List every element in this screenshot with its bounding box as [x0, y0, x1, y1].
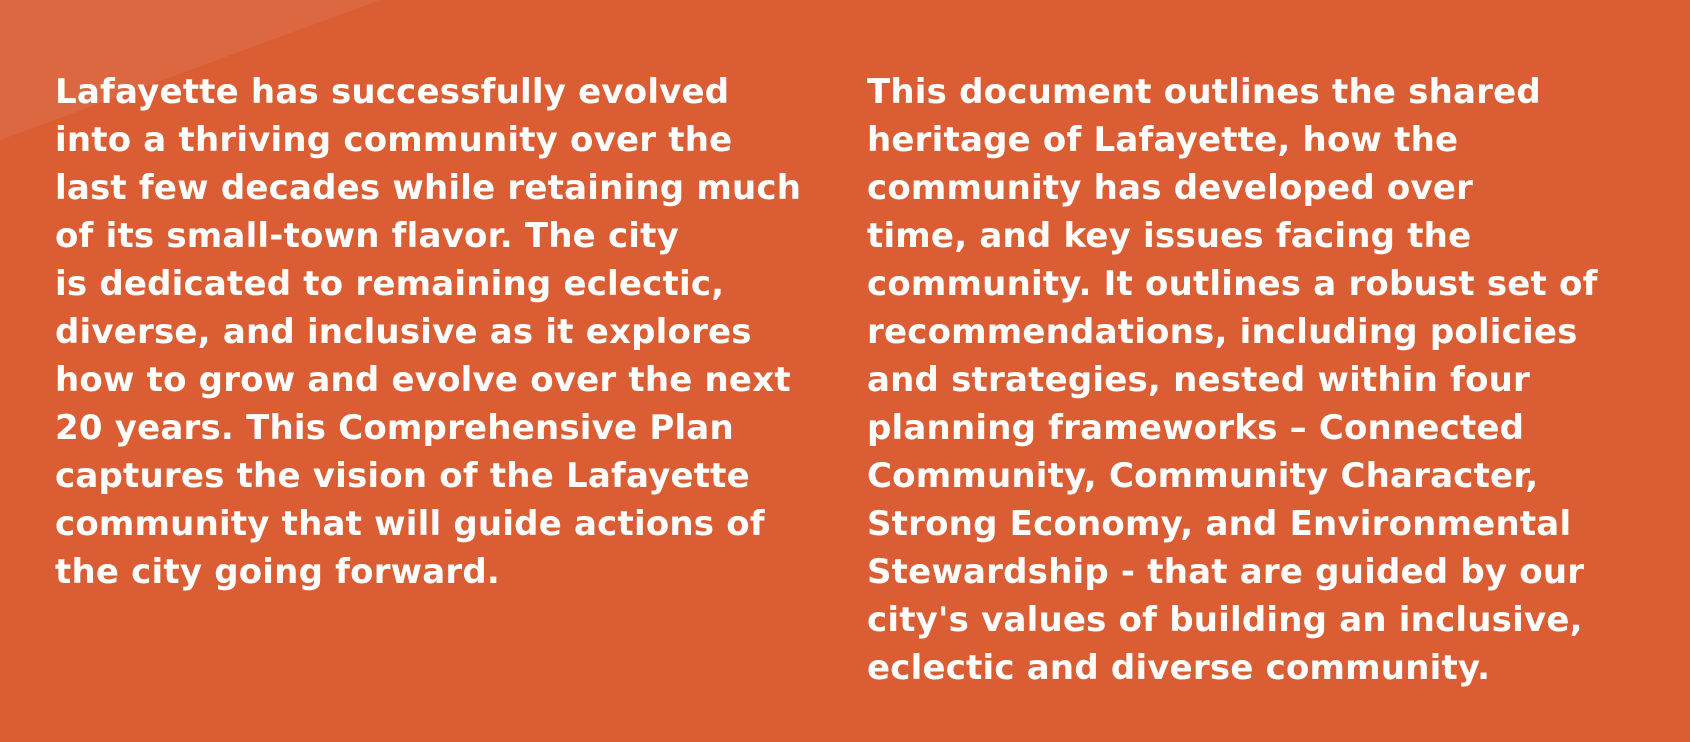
paragraph-line: the city going forward.	[55, 552, 501, 592]
paragraph-line: of its small-town flavor. The city	[55, 216, 679, 256]
intro-paragraph-left	[55, 68, 802, 596]
paragraph-line: community. It outlines a robust set of	[867, 264, 1598, 304]
paragraph-line: Strong Economy, and Environmental	[867, 504, 1572, 544]
paragraph-line: Stewardship - that are guided by our	[867, 552, 1585, 592]
paragraph-line: and strategies, nested within four	[867, 360, 1531, 400]
paragraph-line: last few decades while retaining much	[55, 168, 802, 208]
paragraph-line: captures the vision of the Lafayette	[55, 456, 750, 496]
paragraph-line: time, and key issues facing the	[867, 216, 1472, 256]
paragraph-line: community that will guide actions of	[55, 504, 765, 544]
paragraph-line: city's values of building an inclusive,	[867, 600, 1583, 640]
paragraph-line: 20 years. This Comprehensive Plan	[55, 408, 734, 448]
paragraph-line: planning frameworks – Connected	[867, 408, 1525, 448]
paragraph-line: is dedicated to remaining eclectic,	[55, 264, 725, 304]
document-overview-paragraph-right	[867, 68, 1657, 692]
paragraph-line: recommendations, including policies	[867, 312, 1578, 352]
paragraph-line: Lafayette has successfully evolved	[55, 72, 730, 112]
paragraph-line: Community, Community Character,	[867, 456, 1539, 496]
paragraph-line: how to grow and evolve over the next	[55, 360, 791, 400]
paragraph-line: eclectic and diverse community.	[867, 648, 1491, 688]
paragraph-line: diverse, and inclusive as it explores	[55, 312, 752, 352]
paragraph-line: into a thriving community over the	[55, 120, 733, 160]
paragraph-line: community has developed over	[867, 168, 1474, 208]
paragraph-line: heritage of Lafayette, how the	[867, 120, 1459, 160]
paragraph-line: This document outlines the shared	[867, 72, 1541, 112]
